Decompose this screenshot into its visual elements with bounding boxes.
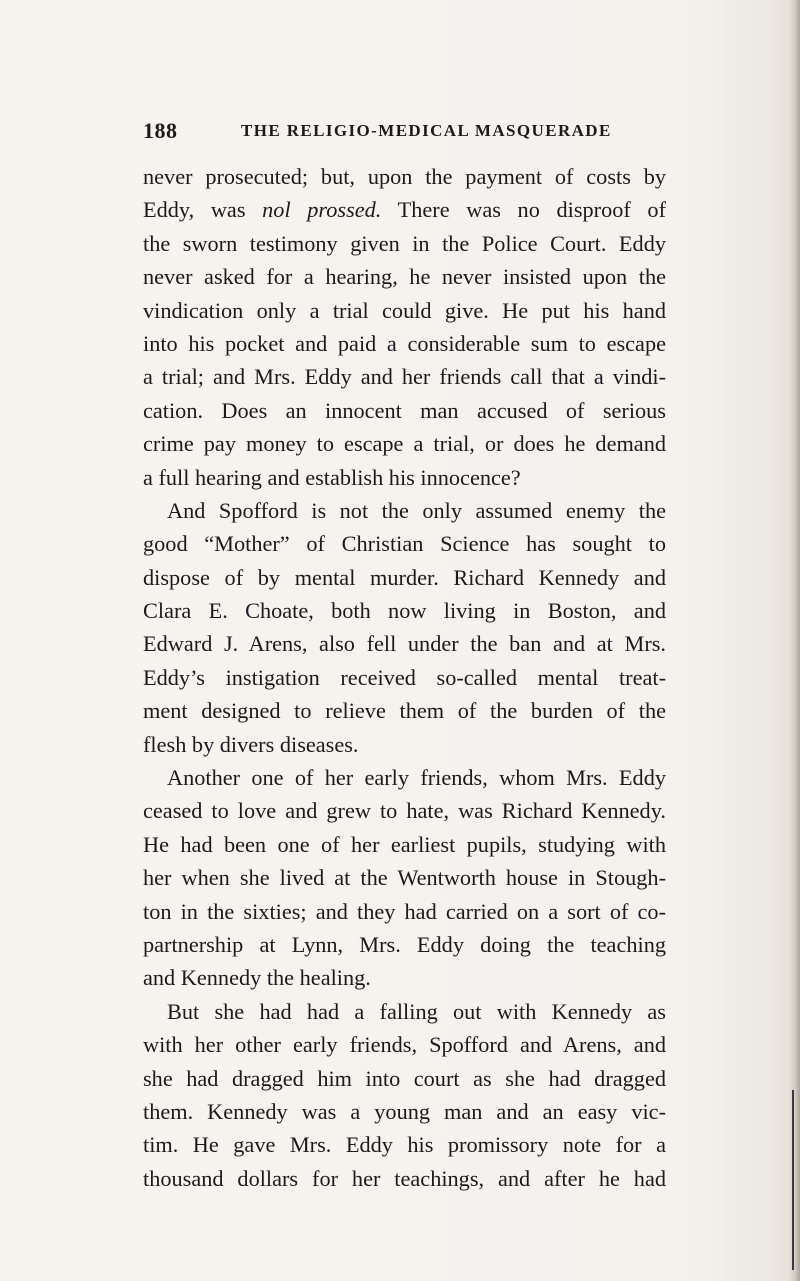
page-header [143, 118, 663, 146]
text-line: And Spofford is not the only assumed enemy the [167, 497, 666, 523]
text-line: tim. He gave Mrs. Eddy his promissory note for a [143, 1132, 666, 1158]
text-line: them. Kennedy was a young man and an easy vic- [143, 1098, 666, 1124]
text-line: partnership at Lynn, Mrs. Eddy doing the teaching [143, 931, 666, 957]
italic-phrase: nol prossed. [262, 197, 382, 223]
text-line: vindication only a trial could give. He put his hand [143, 297, 666, 323]
page-number: 188 [143, 118, 178, 143]
text-line: Another one of her early friends, whom Mrs. Eddy [167, 765, 666, 791]
page-edge-shadow [788, 0, 800, 1281]
text-line: ton in the sixties; and they had carried on a sort of co- [143, 898, 666, 924]
text-line: thousand dollars for her teachings, and after he had [143, 1165, 666, 1191]
text-line: ment designed to relieve them of the burden of the [143, 698, 666, 724]
text-line: cation. Does an innocent man accused of serious [143, 397, 666, 423]
text-segment: There was no disproof of [381, 197, 666, 223]
text-segment: Eddy, was [143, 197, 263, 223]
body-text [143, 160, 666, 1195]
text-line: Edward J. Arens, also fell under the ban and at Mrs. [143, 631, 666, 657]
text-line: good “Mother” of Christian Science has sought to [143, 531, 666, 557]
text-line: crime pay money to escape a trial, or does he demand [143, 431, 666, 457]
text-line [143, 193, 666, 226]
text-line: never asked for a hearing, he never insisted upon the [143, 264, 666, 290]
text-line: dispose of by mental murder. Richard Kennedy and [143, 564, 666, 590]
text-line: never prosecuted; but, upon the payment of costs by [143, 164, 666, 189]
text-line: into his pocket and paid a considerable sum to escape [143, 330, 666, 356]
running-title: THE RELIGIO-MEDICAL MASQUERADE [241, 121, 612, 140]
text-line: ceased to love and grew to hate, was Richard Kennedy. [143, 798, 666, 824]
page-edge-line [792, 1090, 794, 1270]
text-line: the sworn testimony given in the Police Court. Eddy [143, 230, 666, 256]
text-line: and Kennedy the healing. [143, 965, 371, 991]
text-line: He had been one of her earliest pupils, studying with [143, 831, 666, 857]
text-line: her when she lived at the Wentworth house in Stough- [143, 865, 666, 891]
text-line: a trial; and Mrs. Eddy and her friends call that a vindi- [143, 364, 666, 390]
text-line: a full hearing and establish his innocence? [143, 464, 521, 490]
text-line: flesh by divers diseases. [143, 731, 359, 757]
text-line: But she had had a falling out with Kennedy as [167, 998, 666, 1024]
text-line: with her other early friends, Spofford and Arens, and [143, 1032, 666, 1058]
text-line: Eddy’s instigation received so-called mental treat- [143, 664, 666, 690]
text-line: Clara E. Choate, both now living in Boston, and [143, 598, 666, 624]
text-line: she had dragged him into court as she had dragged [143, 1065, 666, 1091]
